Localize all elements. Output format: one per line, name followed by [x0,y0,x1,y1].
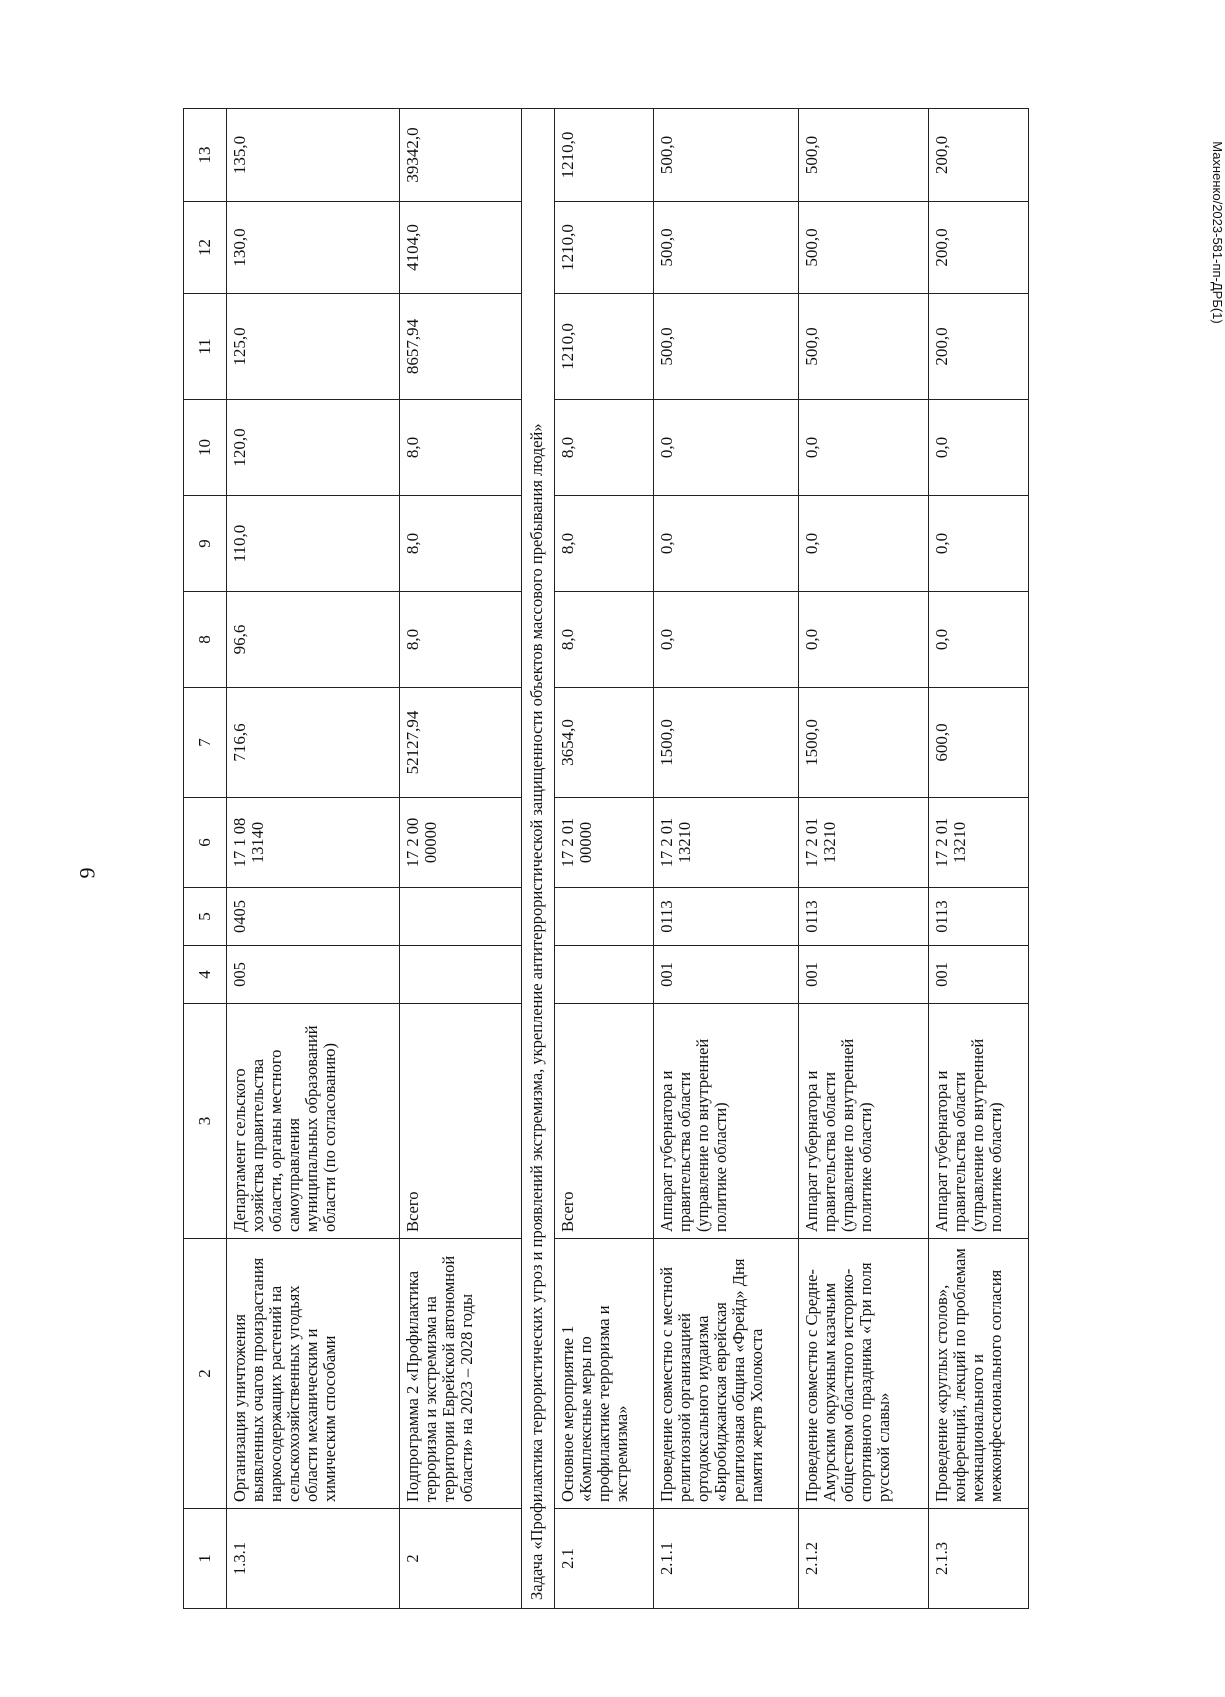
row-number: 1.3.1 [227,1509,400,1609]
amount-year: 500,0 [654,294,799,400]
amount-year: 1210,0 [555,294,654,400]
header-cell: 9 [184,496,227,592]
header-cell: 11 [184,294,227,400]
amount-year: 200,0 [929,202,1029,294]
amount-total: 600,0 [929,688,1029,798]
amount-year: 8,0 [555,400,654,496]
section-code [400,888,522,946]
event-name: Проведение «круглых столов», конференций, лекций по проблемам межнационального и межконфессионального согласия [929,1239,1029,1509]
amount-year: 0,0 [929,592,1029,688]
amount-year: 8,0 [400,592,522,688]
amount-year: 500,0 [799,109,929,202]
header-cell: 10 [184,400,227,496]
grbs-code: 001 [929,946,1029,1004]
target-article-code: 17 2 01 13210 [799,798,929,888]
target-article-code: 17 2 01 00000 [555,798,654,888]
table-row [400,109,522,1609]
row-number: 2 [400,1509,522,1609]
amount-year: 125,0 [227,294,400,400]
responsible-executor: Департамент сельского хозяйства правительства области, органы местного самоуправления муниципальных образований области (по согласованию) [227,1004,400,1239]
amount-year: 1210,0 [555,109,654,202]
grbs-code: 001 [799,946,929,1004]
amount-total: 3654,0 [555,688,654,798]
target-article-code: 17 2 00 00000 [400,798,522,888]
amount-year: 1210,0 [555,202,654,294]
amount-year: 500,0 [799,294,929,400]
amount-total: 1500,0 [799,688,929,798]
header-cell: 5 [184,888,227,946]
responsible-executor: Всего [400,1004,522,1239]
header-cell: 8 [184,592,227,688]
target-article-code: 17 2 01 13210 [929,798,1029,888]
row-number: 2.1.1 [654,1509,799,1609]
row-number: 2.1.2 [799,1509,929,1609]
amount-year: 0,0 [654,592,799,688]
amount-year: 0,0 [799,592,929,688]
responsible-executor: Всего [555,1004,654,1239]
responsible-executor: Аппарат губернатора и правительства области (управление по внутренней политике области) [654,1004,799,1239]
responsible-executor: Аппарат губернатора и правительства области (управление по внутренней политике области) [929,1004,1029,1239]
page-number: 9 [74,867,100,879]
section-code [555,888,654,946]
amount-year: 8,0 [555,592,654,688]
amount-year: 120,0 [227,400,400,496]
header-cell: 12 [184,202,227,294]
row-number: 2.1 [555,1509,654,1609]
grbs-code [400,946,522,1004]
budget-table [183,108,1029,1609]
header-cell: 13 [184,109,227,202]
amount-total: 716,6 [227,688,400,798]
amount-year: 200,0 [929,109,1029,202]
table-row [929,109,1029,1609]
grbs-code [555,946,654,1004]
header-cell: 6 [184,798,227,888]
amount-year: 0,0 [654,496,799,592]
document-footer-code: Махненко/2023-581-пп-ДРБ(1) [1209,141,1225,324]
amount-year: 130,0 [227,202,400,294]
task-heading: Задача «Профилактика террористических угроз и проявлений экстремизма, укрепление антитеррористической защищенности объектов массового пребывания людей» [522,109,555,1609]
table-row [555,109,654,1609]
amount-year: 39342,0 [400,109,522,202]
target-article-code: 17 1 08 13140 [227,798,400,888]
amount-year: 8657,94 [400,294,522,400]
section-code: 0113 [654,888,799,946]
amount-year: 4104,0 [400,202,522,294]
header-cell: 2 [184,1239,227,1509]
header-row [184,109,227,1609]
event-name: Подпрограмма 2 «Профилактика терроризма и экстремизма на территории Еврейской автономной области» на 2023 – 2028 годы [400,1239,522,1509]
amount-total: 1500,0 [654,688,799,798]
grbs-code: 005 [227,946,400,1004]
responsible-executor: Аппарат губернатора и правительства области (управление по внутренней политике области) [799,1004,929,1239]
amount-year: 96,6 [227,592,400,688]
grbs-code: 001 [654,946,799,1004]
amount-year: 135,0 [227,109,400,202]
task-row [522,109,555,1609]
row-number: 2.1.3 [929,1509,1029,1609]
amount-year: 110,0 [227,496,400,592]
event-name: Основное мероприятие 1 «Комплексные меры по профилактике терроризма и экстремизма» [555,1239,654,1509]
amount-year: 0,0 [799,400,929,496]
amount-total: 52127,94 [400,688,522,798]
header-cell: 4 [184,946,227,1004]
target-article-code: 17 2 01 13210 [654,798,799,888]
table-row [654,109,799,1609]
amount-year: 500,0 [799,202,929,294]
table-row [799,109,929,1609]
header-cell: 3 [184,1004,227,1239]
section-code: 0113 [929,888,1029,946]
amount-year: 0,0 [799,496,929,592]
amount-year: 0,0 [929,496,1029,592]
rotated-table-container [183,109,1118,1609]
table-row [227,109,400,1609]
amount-year: 8,0 [400,496,522,592]
amount-year: 0,0 [929,400,1029,496]
amount-year: 8,0 [400,400,522,496]
event-name: Проведение совместно с Средне-Амурским окружным казачьим обществом областного историко-спортивного праздника «Три поля русской славы» [799,1239,929,1509]
event-name: Проведение совместно с местной религиозной организацией ортодоксального иудаизма «Биробиджанская еврейская религиозная община «Фрейд» Дня памяти жертв Холокоста [654,1239,799,1509]
amount-year: 500,0 [654,109,799,202]
header-cell: 1 [184,1509,227,1609]
header-cell: 7 [184,688,227,798]
amount-year: 8,0 [555,496,654,592]
amount-year: 200,0 [929,294,1029,400]
amount-year: 500,0 [654,202,799,294]
amount-year: 0,0 [654,400,799,496]
event-name: Организация уничтожения выявленных очагов произрастания наркосодержащих растений на сельскохозяйственных угодьях области механическим и химическим способами [227,1239,400,1509]
section-code: 0405 [227,888,400,946]
section-code: 0113 [799,888,929,946]
